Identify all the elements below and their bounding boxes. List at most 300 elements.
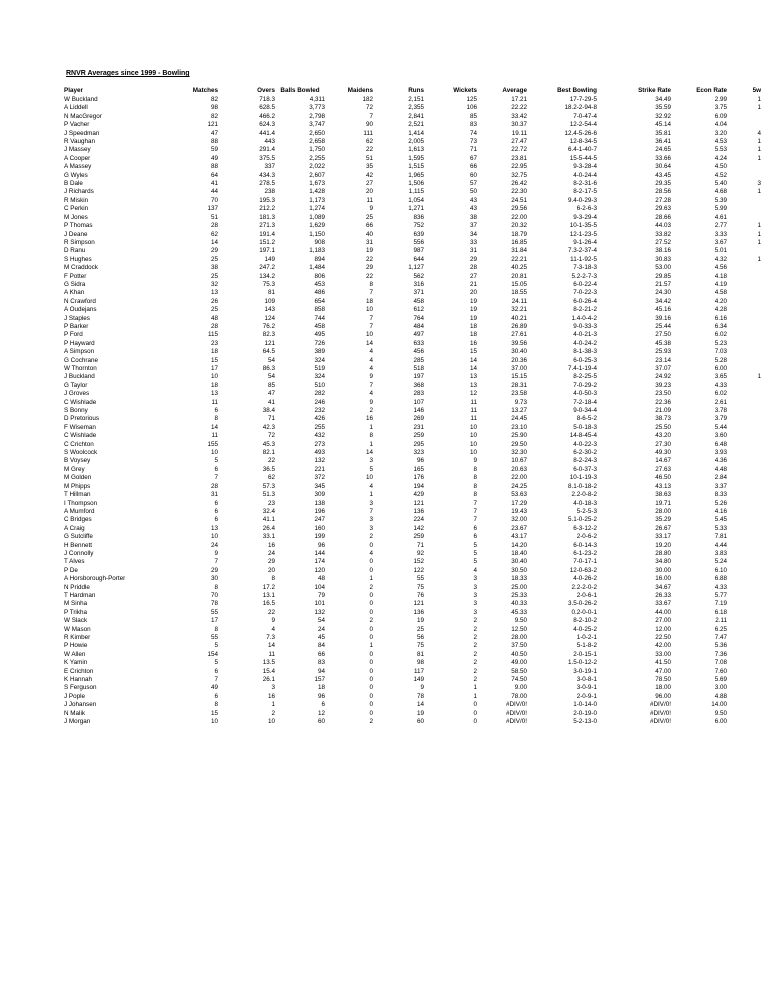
cell-matches: 26 bbox=[210, 297, 218, 305]
cell-runs: 92 bbox=[416, 549, 424, 557]
header-wickets: Wickets bbox=[453, 87, 477, 94]
cell-wickets: 73 bbox=[469, 138, 477, 146]
cell-maidens: 1 bbox=[369, 575, 373, 583]
cell-average: 22.30 bbox=[511, 188, 527, 196]
cell-matches: 8 bbox=[214, 625, 218, 633]
cell-runs: 497 bbox=[413, 331, 424, 339]
cell-average: 14.20 bbox=[511, 541, 527, 549]
cell-strike-rate: 24.92 bbox=[655, 373, 671, 381]
cell-average: 27.47 bbox=[511, 138, 527, 146]
cell-best-bowling: 8-2-31-6 bbox=[573, 180, 597, 188]
cell-average: 25.90 bbox=[511, 432, 527, 440]
cell-maidens: 7 bbox=[369, 112, 373, 120]
cell-5w bbox=[727, 567, 761, 575]
cell-maidens: 3 bbox=[369, 457, 373, 465]
cell-strike-rate: 33.82 bbox=[655, 230, 671, 238]
cell-maidens: 16 bbox=[365, 415, 373, 423]
cell-best-bowling: 3-0-8-1 bbox=[576, 676, 597, 684]
cell-average: 24.51 bbox=[511, 196, 527, 204]
cell-balls-bowled: 94 bbox=[317, 667, 325, 675]
cell-best-bowling: 9-1-26-4 bbox=[573, 238, 597, 246]
table-row bbox=[64, 96, 761, 104]
cell-maidens: 0 bbox=[369, 667, 373, 675]
cell-5w bbox=[727, 205, 761, 213]
cell-strike-rate: 23.50 bbox=[655, 390, 671, 398]
cell-matches: 29 bbox=[210, 247, 218, 255]
cell-matches: 18 bbox=[210, 348, 218, 356]
header-maidens: Maidens bbox=[347, 87, 373, 94]
cell-overs: 75.3 bbox=[262, 280, 275, 288]
cell-balls-bowled: 1,173 bbox=[309, 196, 325, 204]
cell-maidens: 14 bbox=[365, 339, 373, 347]
cell-matches: 44 bbox=[210, 188, 218, 196]
cell-runs: 197 bbox=[413, 373, 424, 381]
cell-matches: 28 bbox=[210, 322, 218, 330]
cell-wickets: 19 bbox=[469, 297, 477, 305]
cell-5w bbox=[727, 441, 761, 449]
cell-player: M Grey bbox=[64, 465, 85, 473]
cell-5w bbox=[727, 449, 761, 457]
cell-wickets: 10 bbox=[469, 432, 477, 440]
cell-overs: 57.3 bbox=[262, 482, 275, 490]
cell-maidens: 0 bbox=[369, 625, 373, 633]
cell-5w bbox=[727, 575, 761, 583]
page-title: RNVR Averages since 1999 - Bowling bbox=[66, 70, 190, 77]
cell-5w bbox=[727, 525, 761, 533]
cell-average: 30.40 bbox=[511, 558, 527, 566]
cell-wickets: 43 bbox=[469, 196, 477, 204]
table-row bbox=[64, 550, 761, 558]
cell-strike-rate: 22.50 bbox=[655, 634, 671, 641]
cell-econ-rate: 2.11 bbox=[715, 617, 727, 625]
cell-average: 28.31 bbox=[511, 381, 527, 389]
cell-runs: 56 bbox=[416, 634, 424, 641]
cell-average: 24.25 bbox=[511, 482, 527, 490]
cell-balls-bowled: 510 bbox=[314, 381, 325, 389]
cell-runs: 1,613 bbox=[408, 146, 424, 154]
cell-balls-bowled: 345 bbox=[314, 482, 325, 490]
cell-runs: 75 bbox=[416, 642, 424, 650]
cell-player: J Morgan bbox=[64, 718, 91, 726]
cell-econ-rate: 6.00 bbox=[714, 718, 727, 726]
cell-matches: 8 bbox=[214, 415, 218, 423]
cell-econ-rate: 2.77 bbox=[714, 222, 727, 230]
cell-matches: 25 bbox=[210, 272, 218, 280]
cell-player: W Thornton bbox=[64, 365, 97, 372]
table-row bbox=[64, 651, 761, 659]
cell-overs: 434.3 bbox=[259, 171, 275, 179]
cell-average: 12.50 bbox=[511, 625, 527, 633]
cell-balls-bowled: 426 bbox=[314, 415, 325, 423]
cell-average: 22.21 bbox=[511, 255, 527, 263]
cell-matches: 30 bbox=[210, 575, 218, 583]
cell-runs: 556 bbox=[413, 238, 424, 246]
cell-overs: 54 bbox=[267, 373, 275, 381]
table-row bbox=[64, 256, 761, 264]
cell-strike-rate: 46.50 bbox=[655, 474, 671, 482]
cell-player: I Thompson bbox=[64, 499, 98, 507]
cell-econ-rate: 7.08 bbox=[714, 659, 727, 667]
cell-maidens: 14 bbox=[365, 449, 373, 457]
cell-strike-rate: 24.65 bbox=[655, 146, 671, 154]
cell-wickets: 1 bbox=[473, 684, 477, 692]
cell-balls-bowled: 3,773 bbox=[309, 104, 325, 112]
cell-player: P Thomas bbox=[64, 222, 93, 230]
cell-5w bbox=[727, 197, 761, 205]
cell-best-bowling: 6-1-23-2 bbox=[573, 549, 597, 557]
cell-runs: 2,521 bbox=[408, 121, 424, 129]
cell-5w bbox=[727, 348, 761, 356]
cell-econ-rate: 6.00 bbox=[714, 365, 727, 372]
cell-best-bowling: 4-0-26-2 bbox=[573, 575, 597, 583]
cell-strike-rate: 25.50 bbox=[655, 423, 671, 431]
table-row bbox=[64, 584, 761, 592]
table-row bbox=[64, 205, 761, 213]
cell-average: 24.45 bbox=[511, 415, 527, 423]
cell-runs: 2,355 bbox=[408, 104, 424, 112]
cell-matches: 6 bbox=[214, 407, 218, 415]
cell-5w bbox=[727, 718, 761, 726]
cell-maidens: 2 bbox=[369, 583, 373, 591]
cell-average: 32.30 bbox=[511, 449, 527, 457]
cell-maidens: 4 bbox=[369, 390, 373, 398]
cell-best-bowling: 8-2-21-2 bbox=[573, 306, 597, 314]
cell-runs: 612 bbox=[413, 306, 424, 314]
cell-balls-bowled: 1,484 bbox=[309, 264, 325, 272]
table-row bbox=[64, 407, 761, 415]
cell-player: A Khan bbox=[64, 289, 85, 297]
cell-strike-rate: 23.14 bbox=[655, 356, 671, 364]
cell-balls-bowled: 2,255 bbox=[309, 154, 325, 162]
cell-best-bowling: 8.1-0-18-2 bbox=[567, 482, 597, 490]
cell-strike-rate: 27.50 bbox=[655, 331, 671, 339]
cell-average: 9.00 bbox=[514, 684, 527, 692]
cell-runs: 259 bbox=[413, 533, 424, 541]
cell-runs: 295 bbox=[413, 440, 424, 448]
cell-best-bowling: 6-3-12-2 bbox=[573, 524, 597, 532]
cell-5w bbox=[727, 617, 761, 625]
cell-player: F Potter bbox=[64, 272, 87, 280]
cell-econ-rate: 6.09 bbox=[714, 112, 727, 120]
cell-5w: 3 bbox=[757, 180, 761, 188]
cell-balls-bowled: 2,607 bbox=[309, 171, 325, 179]
table-row bbox=[64, 373, 761, 381]
cell-balls-bowled: 174 bbox=[314, 558, 325, 566]
cell-balls-bowled: 138 bbox=[314, 499, 325, 507]
cell-balls-bowled: 54 bbox=[317, 617, 325, 625]
cell-player: J Connolly bbox=[64, 549, 94, 557]
cell-average: 25.33 bbox=[511, 591, 527, 599]
table-row bbox=[64, 491, 761, 499]
cell-5w: 1 bbox=[757, 255, 761, 263]
table-row bbox=[64, 533, 761, 541]
cell-balls-bowled: 2,022 bbox=[309, 163, 325, 171]
cell-5w bbox=[727, 424, 761, 432]
cell-wickets: 2 bbox=[473, 667, 477, 675]
cell-average: 17.29 bbox=[511, 499, 527, 507]
cell-maidens: 1 bbox=[369, 491, 373, 499]
cell-strike-rate: 47.00 bbox=[655, 667, 671, 675]
cell-wickets: 3 bbox=[473, 608, 477, 616]
cell-matches: 6 bbox=[214, 499, 218, 507]
cell-econ-rate: 3.65 bbox=[714, 373, 727, 381]
cell-overs: 278.5 bbox=[259, 180, 275, 188]
table-row bbox=[64, 466, 761, 474]
cell-5w bbox=[727, 357, 761, 365]
cell-strike-rate: 38.63 bbox=[655, 491, 671, 499]
cell-econ-rate: 5.40 bbox=[714, 180, 727, 188]
cell-average: 22.00 bbox=[511, 213, 527, 221]
cell-wickets: 38 bbox=[469, 213, 477, 221]
cell-maidens: 1 bbox=[369, 440, 373, 448]
cell-runs: 1,054 bbox=[408, 196, 424, 204]
cell-overs: 9 bbox=[271, 617, 275, 625]
cell-average: 18.33 bbox=[511, 575, 527, 583]
cell-average: 22.95 bbox=[511, 163, 527, 171]
cell-balls-bowled: 246 bbox=[314, 398, 325, 406]
table-row bbox=[64, 659, 761, 667]
cell-best-bowling: 2-0-15-1 bbox=[573, 650, 597, 658]
cell-runs: 9 bbox=[420, 684, 424, 692]
cell-wickets: 83 bbox=[469, 121, 477, 129]
cell-balls-bowled: 493 bbox=[314, 449, 325, 457]
cell-wickets: 2 bbox=[473, 659, 477, 667]
cell-maidens: 182 bbox=[362, 96, 373, 103]
cell-maidens: 2 bbox=[369, 718, 373, 726]
cell-maidens: 20 bbox=[365, 188, 373, 196]
cell-strike-rate: #DIV/0! bbox=[650, 709, 671, 717]
cell-balls-bowled: 132 bbox=[314, 457, 325, 465]
cell-econ-rate: 4.33 bbox=[714, 381, 727, 389]
cell-5w bbox=[727, 483, 761, 491]
cell-balls-bowled: 196 bbox=[314, 507, 325, 515]
cell-player: E Crichton bbox=[64, 667, 94, 675]
cell-maidens: 72 bbox=[365, 104, 373, 112]
cell-overs: 54 bbox=[267, 356, 275, 364]
cell-matches: 64 bbox=[210, 171, 218, 179]
table-row bbox=[64, 239, 761, 247]
cell-econ-rate: 5.24 bbox=[714, 558, 727, 566]
cell-econ-rate: 4.56 bbox=[714, 264, 727, 272]
cell-player: J Richards bbox=[64, 188, 94, 196]
table-row bbox=[64, 575, 761, 583]
cell-wickets: 7 bbox=[473, 499, 477, 507]
cell-best-bowling: 4-0-21-3 bbox=[573, 331, 597, 339]
cell-econ-rate: 5.33 bbox=[714, 524, 727, 532]
cell-runs: 633 bbox=[413, 339, 424, 347]
cell-runs: 165 bbox=[413, 465, 424, 473]
cell-runs: 142 bbox=[413, 524, 424, 532]
cell-econ-rate: 7.81 bbox=[714, 533, 727, 541]
cell-balls-bowled: 519 bbox=[314, 365, 325, 372]
cell-strike-rate: 53.00 bbox=[655, 264, 671, 272]
cell-wickets: 33 bbox=[469, 238, 477, 246]
cell-5w bbox=[727, 542, 761, 550]
cell-strike-rate: 26.67 bbox=[655, 524, 671, 532]
cell-matches: 6 bbox=[214, 507, 218, 515]
cell-balls-bowled: 309 bbox=[314, 491, 325, 499]
cell-strike-rate: 18.00 bbox=[655, 684, 671, 692]
cell-wickets: 18 bbox=[469, 322, 477, 330]
cell-balls-bowled: 3,747 bbox=[309, 121, 325, 129]
cell-runs: 1,965 bbox=[408, 171, 424, 179]
cell-runs: 146 bbox=[413, 407, 424, 415]
cell-overs: 33.1 bbox=[262, 533, 275, 541]
cell-overs: 181.3 bbox=[259, 213, 275, 221]
cell-econ-rate: 7.36 bbox=[714, 650, 727, 658]
cell-strike-rate: 25.44 bbox=[655, 322, 671, 330]
cell-player: A Horsborough-Porter bbox=[64, 575, 126, 583]
cell-average: 78.00 bbox=[511, 692, 527, 700]
cell-strike-rate: 96.00 bbox=[655, 692, 671, 700]
cell-balls-bowled: 12 bbox=[317, 709, 325, 717]
cell-strike-rate: 28.56 bbox=[655, 188, 671, 196]
cell-average: 30.37 bbox=[511, 121, 527, 129]
table-row bbox=[64, 121, 761, 129]
cell-average: 40.50 bbox=[511, 650, 527, 658]
cell-wickets: 106 bbox=[466, 104, 477, 112]
cell-balls-bowled: 48 bbox=[317, 575, 325, 583]
cell-overs: 247.2 bbox=[259, 264, 275, 272]
cell-average: 15.15 bbox=[511, 373, 527, 381]
cell-matches: 13 bbox=[210, 524, 218, 532]
cell-best-bowling: 9-3-28-4 bbox=[573, 163, 597, 171]
cell-strike-rate: 35.59 bbox=[655, 104, 671, 112]
cell-best-bowling: 6-0-22-4 bbox=[573, 280, 597, 288]
cell-average: 9.50 bbox=[514, 617, 527, 625]
cell-player: P De bbox=[64, 566, 78, 574]
table-row bbox=[64, 281, 761, 289]
table-row bbox=[64, 516, 761, 524]
cell-wickets: 2 bbox=[473, 617, 477, 625]
cell-econ-rate: 7.19 bbox=[714, 600, 727, 608]
cell-strike-rate: 30.83 bbox=[655, 255, 671, 263]
cell-player: W Allen bbox=[64, 650, 86, 658]
cell-matches: 10 bbox=[210, 718, 218, 726]
cell-player: J Deane bbox=[64, 230, 88, 238]
cell-overs: 29 bbox=[267, 558, 275, 566]
cell-overs: 45.3 bbox=[262, 440, 275, 448]
cell-average: 23.58 bbox=[511, 390, 527, 398]
cell-runs: 316 bbox=[413, 280, 424, 288]
cell-average: #DIV/0! bbox=[506, 718, 527, 726]
cell-balls-bowled: 1,274 bbox=[309, 205, 325, 213]
cell-overs: 628.5 bbox=[259, 104, 275, 112]
cell-runs: 458 bbox=[413, 297, 424, 305]
cell-strike-rate: 43.20 bbox=[655, 432, 671, 440]
table-row bbox=[64, 306, 761, 314]
cell-wickets: 10 bbox=[469, 423, 477, 431]
cell-balls-bowled: 157 bbox=[314, 676, 325, 684]
cell-5w: 1 bbox=[757, 138, 761, 146]
cell-econ-rate: 6.34 bbox=[714, 322, 727, 330]
cell-balls-bowled: 4,311 bbox=[309, 96, 325, 103]
cell-best-bowling: 6.4-1-40-7 bbox=[567, 146, 597, 154]
cell-maidens: 3 bbox=[369, 499, 373, 507]
cell-wickets: 2 bbox=[473, 634, 477, 641]
cell-matches: 47 bbox=[210, 129, 218, 137]
cell-best-bowling: 2-0-9-1 bbox=[576, 692, 597, 700]
cell-strike-rate: 21.57 bbox=[655, 280, 671, 288]
cell-best-bowling: 5.1-0-25-2 bbox=[567, 516, 597, 524]
table-row bbox=[64, 247, 761, 255]
cell-maidens: 10 bbox=[365, 474, 373, 482]
cell-matches: 25 bbox=[210, 306, 218, 314]
cell-overs: 85 bbox=[267, 381, 275, 389]
cell-matches: 51 bbox=[210, 213, 218, 221]
cell-5w bbox=[727, 382, 761, 390]
cell-strike-rate: 32.92 bbox=[655, 112, 671, 120]
cell-5w: 1 bbox=[757, 230, 761, 238]
header-matches: Matches bbox=[192, 87, 218, 94]
cell-balls-bowled: 282 bbox=[314, 390, 325, 398]
table-row bbox=[64, 592, 761, 600]
cell-overs: 4 bbox=[271, 625, 275, 633]
cell-5w: 4 bbox=[757, 129, 761, 137]
cell-5w bbox=[727, 508, 761, 516]
cell-wickets: 8 bbox=[473, 482, 477, 490]
cell-player: C Bridges bbox=[64, 516, 92, 524]
cell-matches: 55 bbox=[210, 608, 218, 616]
cell-best-bowling: 12-8-34-5 bbox=[569, 138, 597, 146]
table-row bbox=[64, 390, 761, 398]
cell-strike-rate: 12.00 bbox=[655, 625, 671, 633]
cell-player: R Kimber bbox=[64, 634, 91, 641]
cell-econ-rate: 5.26 bbox=[714, 499, 727, 507]
cell-balls-bowled: 132 bbox=[314, 608, 325, 616]
cell-best-bowling: 1-0-2-1 bbox=[576, 634, 597, 641]
table-row bbox=[64, 424, 761, 432]
cell-econ-rate: 6.10 bbox=[714, 566, 727, 574]
cell-best-bowling: 2-0-6-2 bbox=[576, 533, 597, 541]
cell-5w bbox=[727, 693, 761, 701]
bowling-averages-table bbox=[64, 87, 761, 726]
cell-overs: 121 bbox=[264, 339, 275, 347]
table-row bbox=[64, 331, 761, 339]
cell-overs: 51.3 bbox=[262, 491, 275, 499]
cell-5w bbox=[727, 365, 761, 373]
cell-runs: 75 bbox=[416, 583, 424, 591]
cell-overs: 441.4 bbox=[259, 129, 275, 137]
cell-player: C Crichton bbox=[64, 440, 94, 448]
cell-strike-rate: 16.00 bbox=[655, 575, 671, 583]
cell-balls-bowled: 273 bbox=[314, 440, 325, 448]
cell-matches: 14 bbox=[210, 238, 218, 246]
cell-5w bbox=[727, 331, 761, 339]
cell-strike-rate: 33.17 bbox=[655, 533, 671, 541]
cell-runs: 644 bbox=[413, 255, 424, 263]
cell-5w bbox=[727, 684, 761, 692]
cell-wickets: 37 bbox=[469, 222, 477, 230]
cell-wickets: 34 bbox=[469, 230, 477, 238]
cell-balls-bowled: 104 bbox=[314, 583, 325, 591]
cell-econ-rate: 4.61 bbox=[714, 213, 727, 221]
cell-maidens: 1 bbox=[369, 642, 373, 650]
cell-econ-rate: 5.45 bbox=[714, 516, 727, 524]
cell-best-bowling: 8-6-5-2 bbox=[576, 415, 597, 423]
cell-runs: 136 bbox=[413, 507, 424, 515]
cell-maidens: 0 bbox=[369, 591, 373, 599]
cell-balls-bowled: 247 bbox=[314, 516, 325, 524]
table-row bbox=[64, 500, 761, 508]
cell-balls-bowled: 221 bbox=[314, 465, 325, 473]
cell-best-bowling: 6-0-26-4 bbox=[573, 297, 597, 305]
cell-maidens: 1 bbox=[369, 423, 373, 431]
cell-wickets: 18 bbox=[469, 331, 477, 339]
cell-strike-rate: 24.30 bbox=[655, 289, 671, 297]
cell-matches: 28 bbox=[210, 482, 218, 490]
cell-overs: 32.4 bbox=[262, 507, 275, 515]
